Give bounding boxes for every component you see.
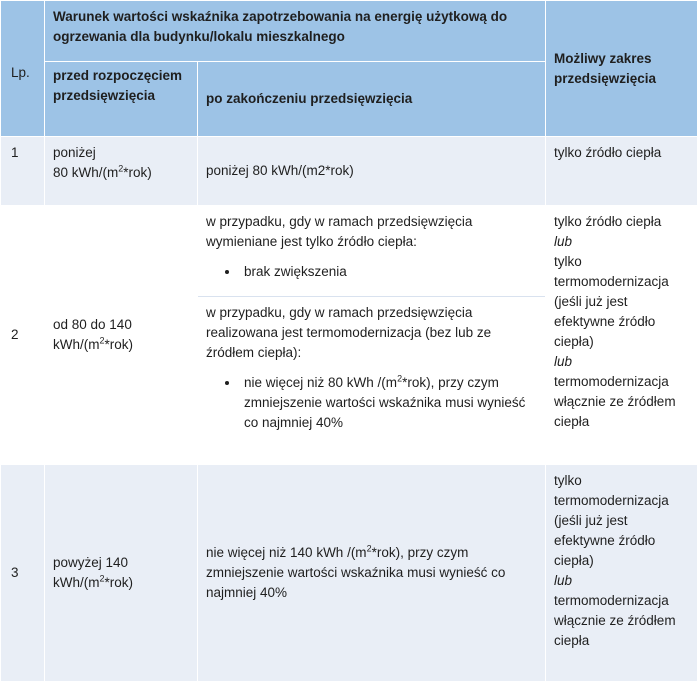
after-list-2: [206, 373, 537, 433]
row-lp: 3: [1, 465, 45, 682]
row-before-sup: 2: [99, 335, 105, 346]
row-before: [45, 206, 198, 465]
row-lp: 1: [1, 137, 45, 206]
row-after-a: nie więcej niż 140 kWh /(m: [206, 545, 367, 560]
scope-line: tylko termomodernizacja (jeśli już jest efektywne źródło ciepła): [554, 473, 669, 568]
after-bullet-2-b: *rok), przy czym zmniejszenie wartości wskaźnika musi wynieść co najmniej 40%: [244, 375, 526, 430]
after-paragraph-1: w przypadku, gdy w ramach przedsięwzięcia wymieniane jest tylko źródło ciepła:: [206, 214, 473, 249]
after-bullet-2: [240, 373, 537, 433]
scope-line: termomodernizacja włącznie ze źródłem ciepła: [554, 374, 676, 429]
row-before-line1: poniżej: [53, 145, 96, 160]
row-before: [45, 137, 198, 206]
row-before-sup: 2: [118, 163, 124, 174]
header-before: przed rozpoczęciem przedsięwzięcia: [45, 62, 198, 137]
row-after: poniżej 80 kWh/(m2*rok): [198, 137, 546, 206]
after-bullet-1: • brak zwiększenia: [240, 262, 537, 282]
scope-or: lub: [554, 234, 573, 249]
after-bullet-2-sup: 2: [397, 373, 403, 384]
table-row: [1, 465, 698, 682]
row-scope: [546, 465, 698, 682]
row-scope: [546, 206, 698, 465]
row-before-unit: kWh/(m: [53, 575, 100, 590]
header-after: po zakończeniu przedsięwzięcia: [198, 62, 546, 137]
row-before-unit-end: *rok): [123, 165, 152, 180]
after-bullet-2-a: nie więcej niż 80 kWh /(m: [244, 375, 398, 390]
row-before-sup: 2: [99, 573, 105, 584]
row-lp: 2: [1, 206, 45, 465]
row-after: [198, 465, 546, 682]
header-lp: Lp.: [1, 1, 45, 137]
scope-line: tylko termomodernizacja (jeśli już jest efektywne źródło ciepła): [554, 254, 669, 349]
row-before-line1: powyżej 140: [53, 555, 129, 570]
row-scope: tylko źródło ciepła: [546, 137, 698, 206]
scope-or: lub: [554, 573, 573, 588]
row-after-b: *rok), przy czym zmniejszenie wartości wskaźnika musi wynieść co najmniej 40%: [206, 545, 506, 600]
row-after-sup: 2: [366, 543, 372, 554]
scope-line: tylko źródło ciepła: [554, 214, 662, 229]
header-condition-title: Warunek wartości wskaźnika zapotrzebowania na energię użytkową do ogrzewania dla budynku/lokalu mieszkalnego: [45, 1, 546, 62]
row-before-unit: 80 kWh/(m: [53, 165, 119, 180]
row-before-unit-end: *rok): [104, 337, 134, 352]
after-paragraph-2: w przypadku, gdy w ramach przedsięwzięcia realizowana jest termomodernizacja (bez lub ze źródłem ciepła):: [198, 296, 545, 363]
row-before: [45, 465, 198, 682]
table-row: [1, 206, 698, 465]
row-before-unit-end: *rok): [104, 575, 134, 590]
row-before-line1: od 80 do 140: [53, 317, 132, 332]
table-row: [1, 137, 698, 206]
row-before-unit: kWh/(m: [53, 337, 100, 352]
header-scope: Możliwy zakres przedsięwzięcia: [546, 1, 698, 137]
after-list-1: [206, 262, 537, 282]
row-after: [198, 206, 546, 465]
scope-line: termomodernizacja włącznie ze źródłem ciepła: [554, 593, 676, 648]
scope-or: lub: [554, 354, 573, 369]
